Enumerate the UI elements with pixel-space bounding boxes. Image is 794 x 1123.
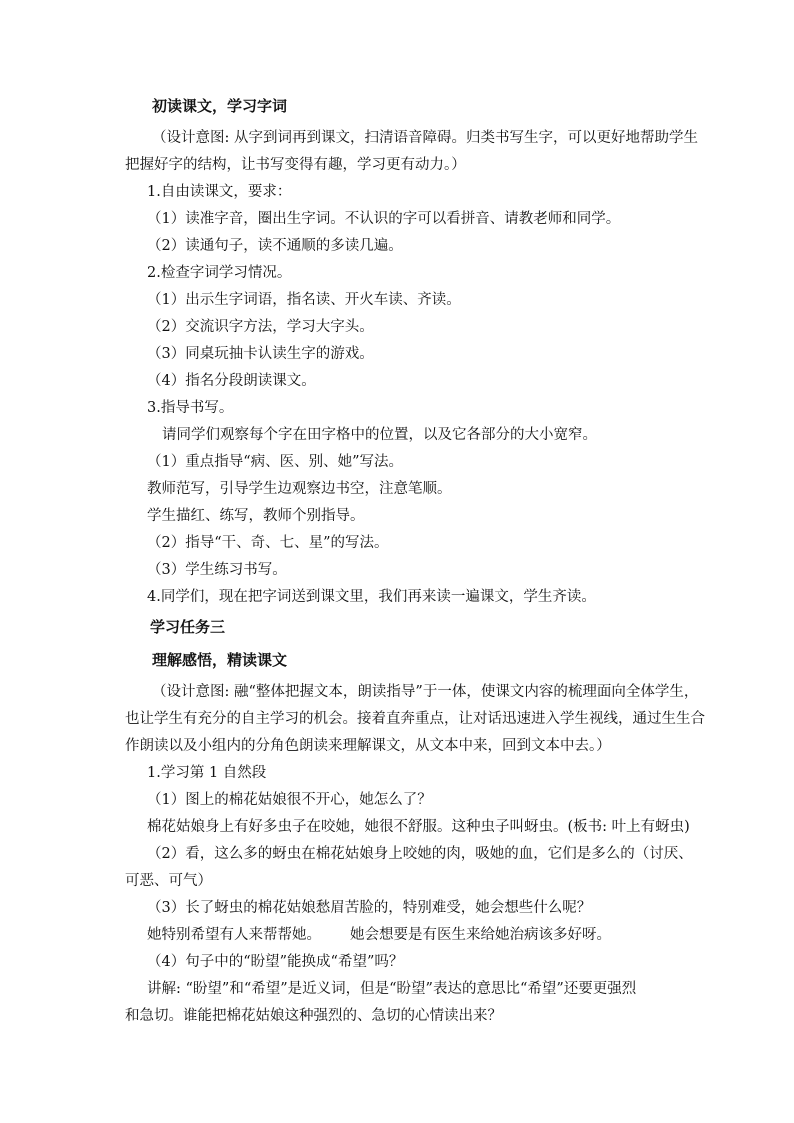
section-heading-first-reading: 初读课文，学习字词 [152,97,288,115]
step-heading: 1.学习第 1 自然段 [147,765,267,781]
step-heading: 3.指导书写。 [147,400,234,416]
paragraph-line: 和急切。谁能把棉花姑娘这种强烈的、急切的心情读出来？ [125,1008,502,1024]
sub-step: （2）交流识字方法，学习大字头。 [147,319,374,335]
design-intent-line: （设计意图: 融“整体把握文本，朗读指导”于一体，使课文内容的梳理面向全体学生， [152,684,699,700]
paragraph-line: 棉花姑娘身上有好多虫子在咬她，她很不舒服。这种虫子叫蚜虫。(板书: 叶上有蚜虫) [147,819,690,835]
sub-step: （1）读准字音，圈出生字词。不认识的字可以看拼音、请教老师和同学。 [147,211,621,227]
design-intent-line: 也让学生有充分的自主学习的机会。接着直奔重点，让对话迅速进入学生视线，通过生生合 [125,711,705,727]
sub-step: （1）重点指导“病、医、别、她”写法。 [147,454,404,470]
answer-example: 她特别希望有人来帮帮她。 [147,927,321,943]
design-intent-line: 把握好字的结构，让书写变得有趣，学习更有动力。） [125,157,466,173]
step-heading: 4.同学们，现在把字词送到课文里，我们再来读一遍课文，学生齐读。 [147,589,596,605]
answer-example: 她会想要是有医生来给她治病该多好呀。 [350,927,611,943]
sub-step: （1）图上的棉花姑娘很不开心，她怎么了？ [147,792,432,808]
sub-step: （3）同桌玩抽卡认读生字的游戏。 [147,346,374,362]
sub-step: （2）指导“干、奇、七、星”的写法。 [147,535,389,551]
paragraph-line: 教师范写，引导学生边观察边书空，注意笔顺。 [147,481,452,497]
sub-step: （3）学生练习书写。 [147,562,287,578]
step-heading: 1.自由读课文，要求： [147,184,292,200]
paragraph-line: 请同学们观察每个字在田字格中的位置，以及它各部分的大小宽窄。 [162,427,597,443]
sub-step: （4）句子中的“盼望”能换成“希望”吗？ [147,954,404,970]
sub-step: （4）指名分段朗读课文。 [147,373,316,389]
paragraph-line: 讲解: “盼望”和“希望”是近义词，但是“盼望”表达的意思比“希望”还要更强烈 [147,981,637,997]
sub-step: （3）长了蚜虫的棉花姑娘愁眉苦脸的，特别难受，她会想些什么呢？ [147,900,592,916]
step-heading: 2.检查字词学习情况。 [147,265,292,281]
section-heading-intensive-reading: 理解感悟，精读课文 [152,651,288,669]
paragraph-line: 可恶、可气） [125,873,212,889]
paragraph-line: 学生描红、练写，教师个别指导。 [147,508,365,524]
design-intent-line: （设计意图: 从字到词再到课文，扫清语音障碍。归类书写生字，可以更好地帮助学生 [152,130,698,146]
sub-step: （2）看，这么多的蚜虫在棉花姑娘身上咬她的肉，吸她的血，它们是多么的（讨厌、 [147,846,693,862]
sub-step: （2）读通句子，读不通顺的多读几遍。 [147,238,403,254]
sub-step: （1）出示生字词语，指名读、开火车读、齐读。 [147,292,461,308]
section-heading-task-three: 学习任务三 [150,618,226,636]
design-intent-line: 作朗读以及小组内的分角色朗读来理解课文，从文本中来，回到文本中去。） [125,738,611,754]
